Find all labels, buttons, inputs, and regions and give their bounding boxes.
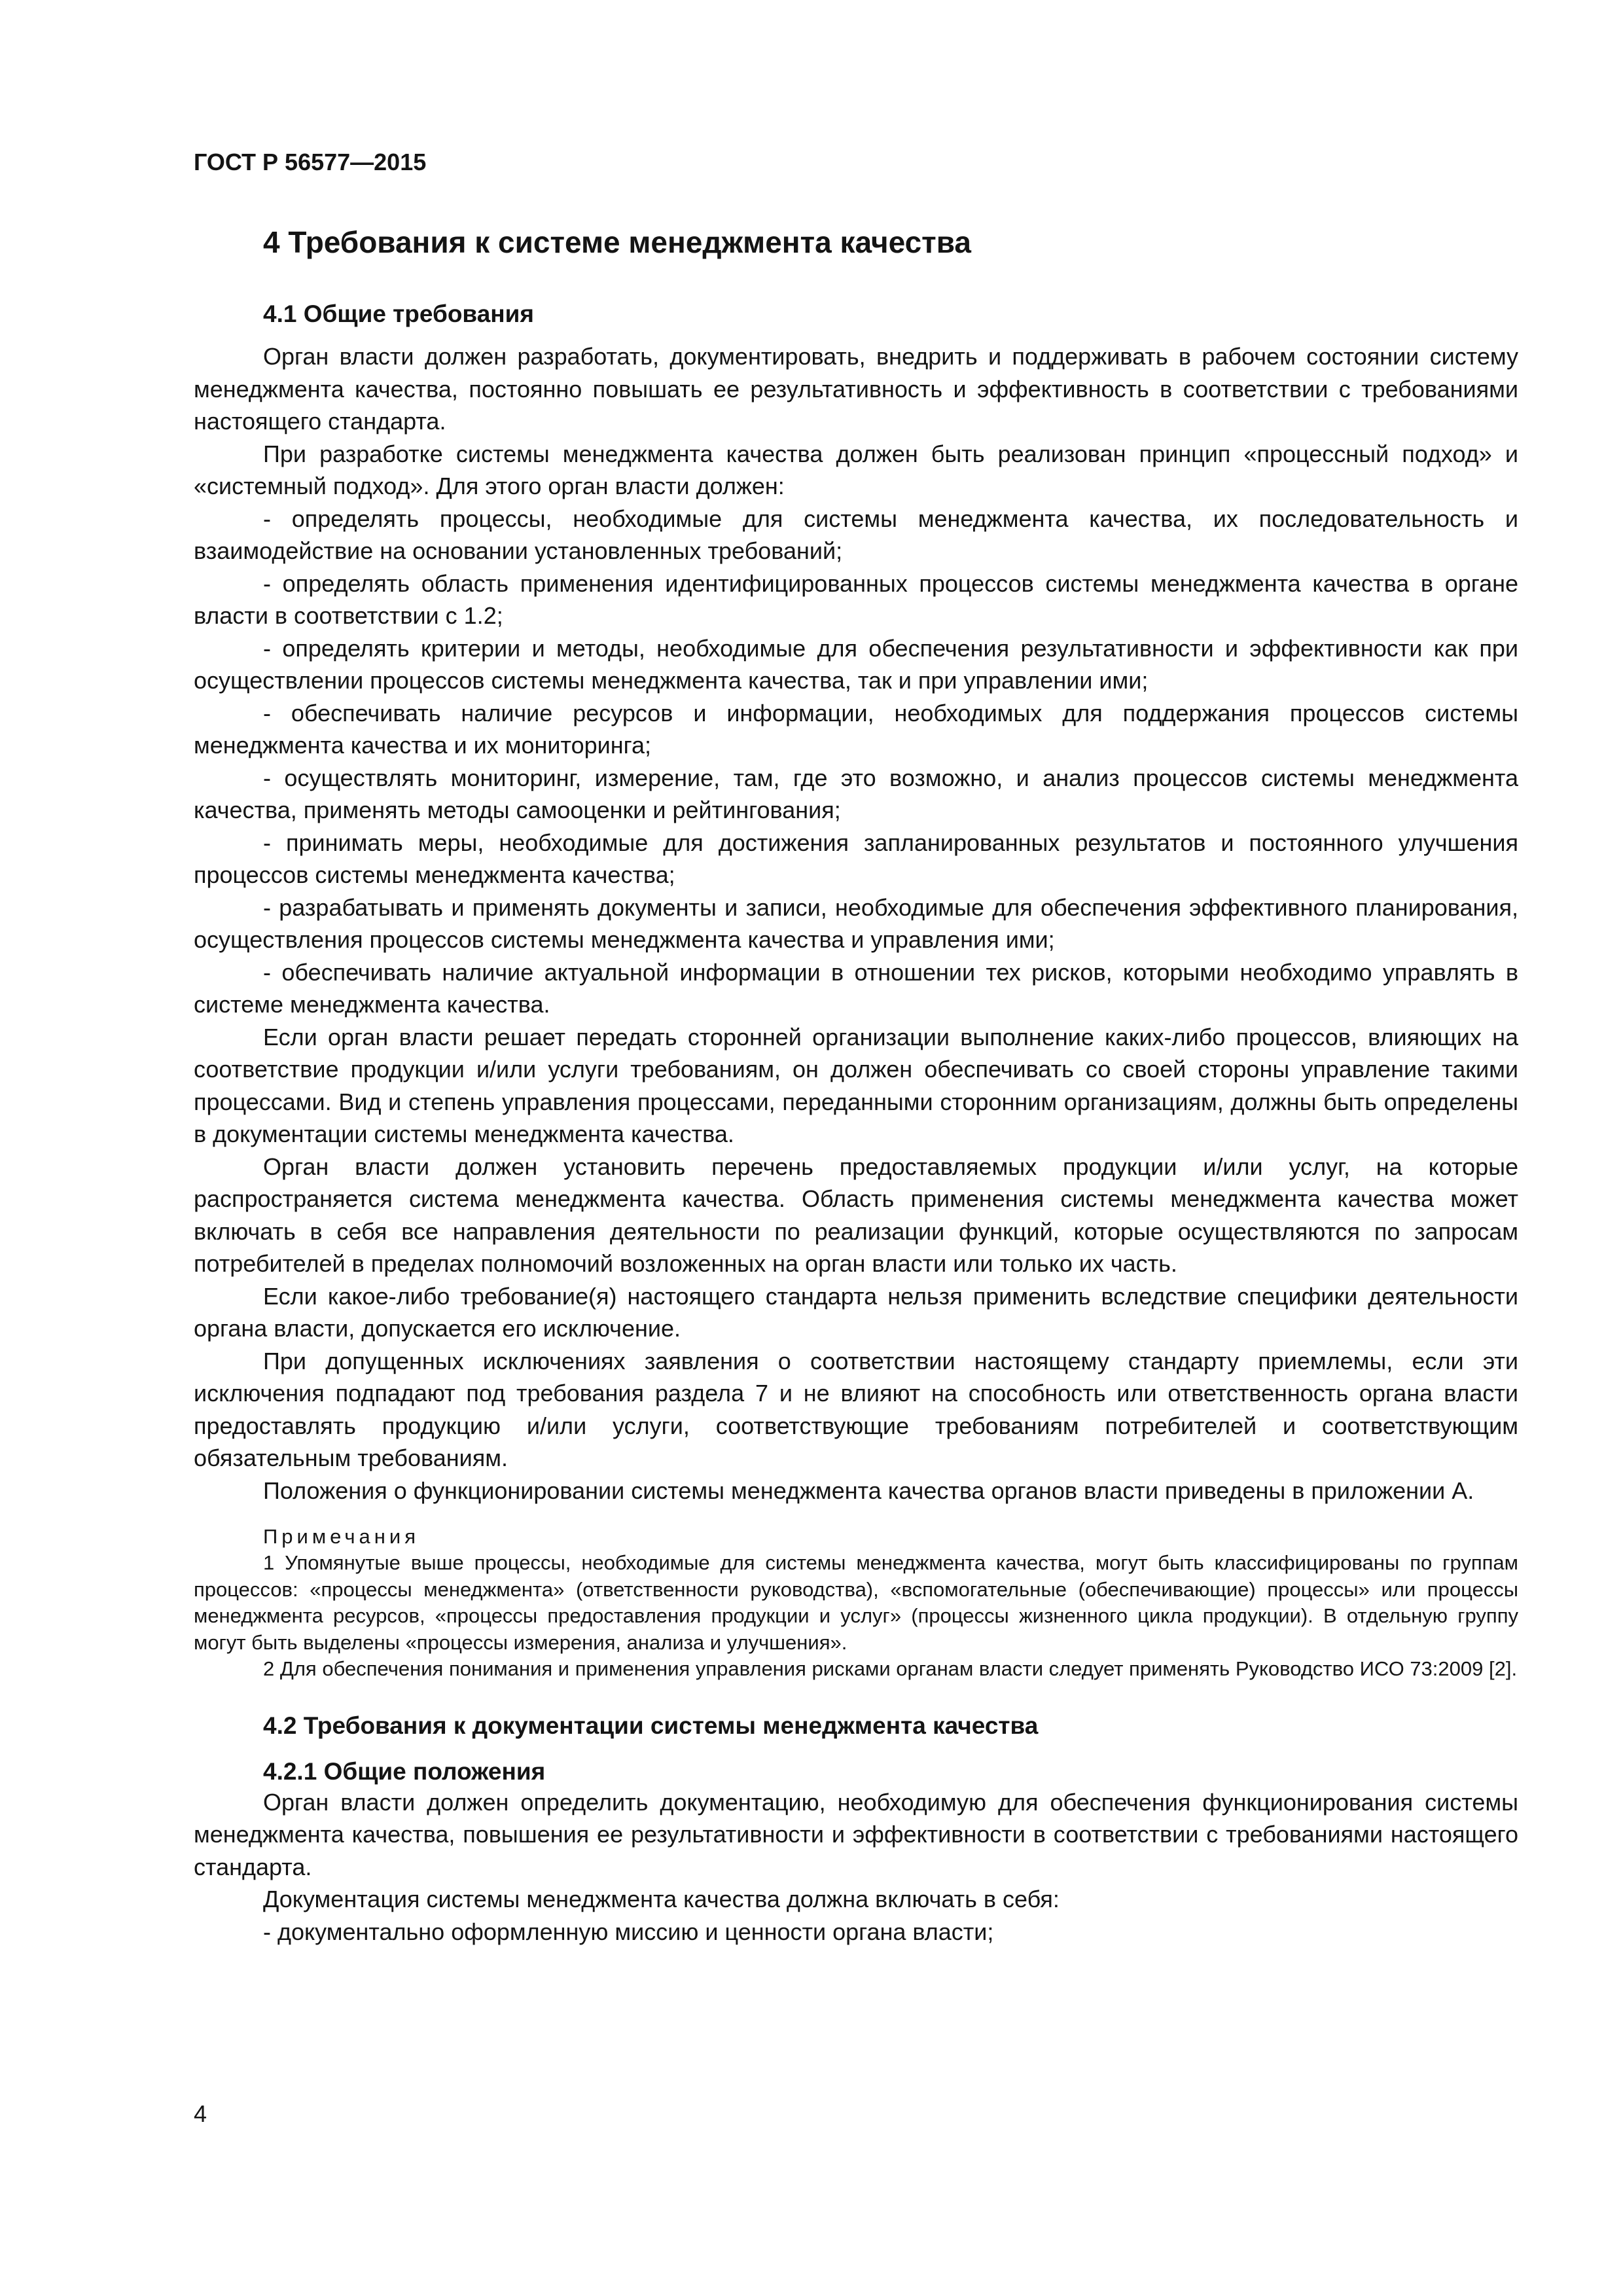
paragraph: Если орган власти решает передать сторонней организации выполнение каких-либо процессов, влияющих на соответствие продукции и/или услуги требованиям, он должен обеспечивать со своей стороны управление такими процессами. Вид и степень управления процессами, переданными сторонним организациям, должны быть определены в документации системы менеджмента качества. bbox=[194, 1023, 1518, 1147]
paragraph: Документация системы менеджмента качества должна включать в себя: bbox=[263, 1886, 1060, 1912]
paragraph: При разработке системы менеджмента качества должен быть реализован принцип «процессный подход» и «системный подход». Для этого орган власти должен: bbox=[194, 440, 1518, 499]
page-number: 4 bbox=[194, 2100, 207, 2127]
paragraph: Положения о функционировании системы менеджмента качества органов власти приведены в приложении А. bbox=[263, 1477, 1474, 1504]
list-item: - определять процессы, необходимые для системы менеджмента качества, их последовательность и взаимодействие на основании установленных требований; bbox=[194, 505, 1518, 564]
note-item: 2 Для обеспечения понимания и применения управления рисками органам власти следует применять Руководство ИСО 73:2009 [2]. bbox=[263, 1657, 1518, 1680]
list-item: - документально оформленную миссию и ценности органа власти; bbox=[263, 1918, 994, 1945]
subsection-4-2 bbox=[194, 1712, 1518, 1948]
note-item: 1 Упомянутые выше процессы, необходимые для системы менеджмента качества, могут быть классифицированы по группам процессов: «процессы менеджмента» (ответственности руководства), «вспомогательные (обеспечивающие) процессы» или процессы менеджмента ресурсов, «процессы предоставления продукции и услуг» (процессы жизненного цикла продукции). В отдельную группу могут быть выделены «процессы измерения, анализа и улучшения». bbox=[194, 1551, 1518, 1654]
paragraph: Орган власти должен установить перечень предоставляемых продукции и/или услуг, на которые распространяется система менеджмента качества. Область применения системы менеджмента качества может включать в себя все направления деятельности по реализации функций, которые осуществляются по запросам потребителей в пределах полномочий возложенных на орган власти или только их часть. bbox=[194, 1153, 1518, 1277]
list-item: - определять критерии и методы, необходимые для обеспечения результативности и эффективности как при осуществлении процессов системы менеджмента качества, так и при управлении ими; bbox=[194, 634, 1518, 694]
subsubsection-title: 4.2.1 Общие положения bbox=[263, 1757, 546, 1785]
notes-title: Примечания bbox=[263, 1525, 419, 1548]
document-id: ГОСТ Р 56577—2015 bbox=[194, 149, 427, 175]
list-item: - обеспечивать наличие ресурсов и информации, необходимых для поддержания процессов системы менеджмента качества и их мониторинга; bbox=[194, 699, 1518, 759]
list-item: - обеспечивать наличие актуальной информации в отношении тех рисков, которыми необходимо управлять в системе менеджмента качества. bbox=[194, 958, 1518, 1018]
subsection-title: 4.2 Требования к документации системы менеджмента качества bbox=[263, 1712, 1039, 1739]
paragraph: Орган власти должен разработать, документировать, внедрить и поддерживать в рабочем состоянии систему менеджмента качества, постоянно повышать ее результативность и эффективность в соответствии с требованиями настоящего стандарта. bbox=[194, 343, 1518, 435]
paragraph: При допущенных исключениях заявления о соответствии настоящему стандарту приемлемы, если эти исключения подпадают под требования раздела 7 и не влияют на способность или ответственность органа власти предоставлять продукцию и/или услуги, соответствующие требованиям потребителей и соответствующим обязательным требованиям. bbox=[194, 1347, 1518, 1471]
notes-block bbox=[194, 1524, 1518, 1683]
paragraph: Если какое-либо требование(я) настоящего стандарта нельзя применить вследствие специфики деятельности органа власти, допускается его исключение. bbox=[194, 1282, 1518, 1342]
list-item: - принимать меры, необходимые для достижения запланированных результатов и постоянного улучшения процессов системы менеджмента качества; bbox=[194, 829, 1518, 888]
list-item: - осуществлять мониторинг, измерение, там, где это возможно, и анализ процессов системы менеджмента качества, применять методы самооценки и рейтингования; bbox=[194, 764, 1518, 823]
subsection-title: 4.1 Общие требования bbox=[263, 300, 534, 327]
list-item: - определять область применения идентифицированных процессов системы менеджмента качества в органе власти в соответствии с 1.2; bbox=[194, 569, 1518, 629]
section-title: 4 Требования к системе менеджмента качества bbox=[263, 225, 971, 259]
subsection-4-1 bbox=[194, 300, 1518, 1683]
list-item: - разрабатывать и применять документы и записи, необходимые для обеспечения эффективного планирования, осуществления процессов системы менеджмента качества и управления ими; bbox=[194, 893, 1518, 953]
paragraph: Орган власти должен определить документацию, необходимую для обеспечения функционирования системы менеджмента качества, повышения ее результативности и эффективности в соответствии с требованиями настоящего стандарта. bbox=[194, 1788, 1518, 1880]
